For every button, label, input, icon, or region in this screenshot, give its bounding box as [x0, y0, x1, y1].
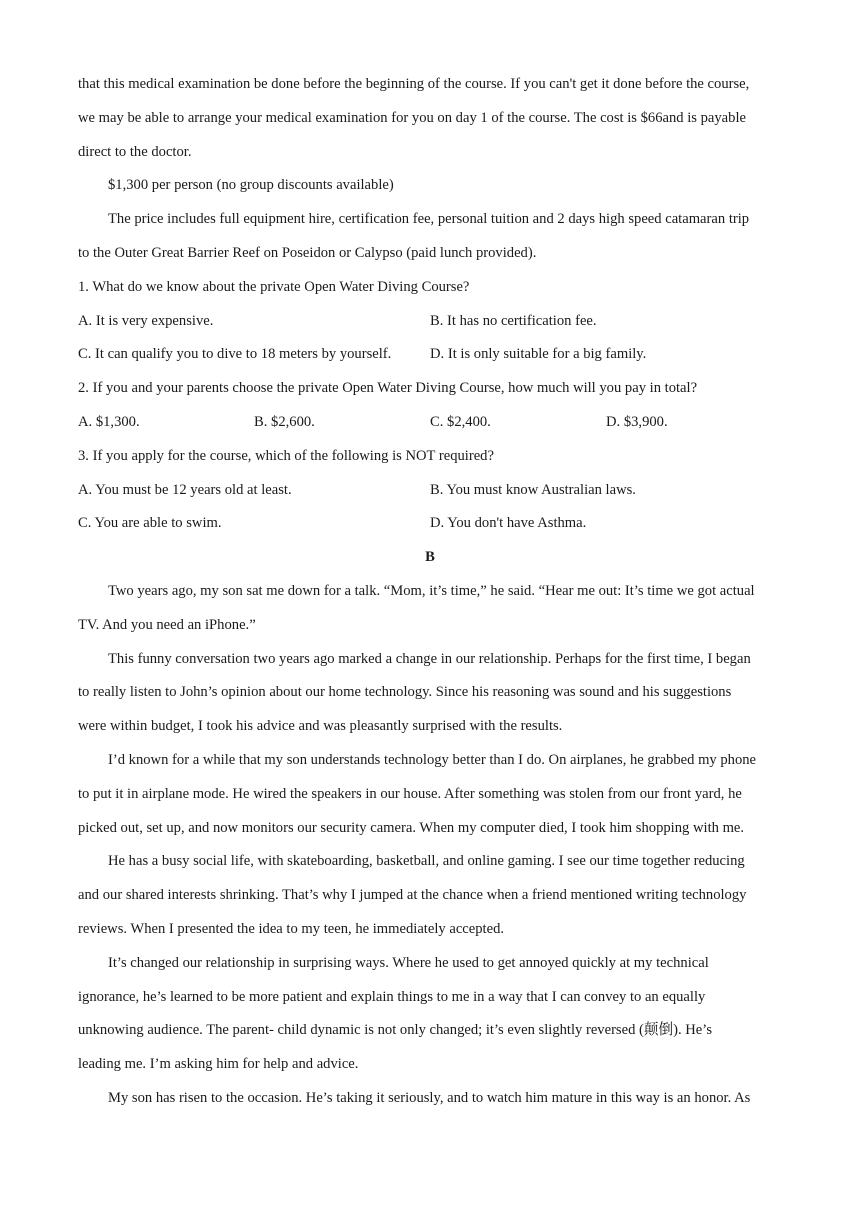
- includes-line-2: to the Outer Great Barrier Reef on Poseidon or Calypso (paid lunch provided).: [78, 245, 537, 261]
- price-line: $1,300 per person (no group discounts available): [108, 177, 394, 193]
- b-para-2-line-3: were within budget, I took his advice and was pleasantly surprised with the results.: [78, 718, 563, 734]
- question-3-option-d: D. You don't have Asthma.: [430, 515, 587, 531]
- question-1-option-d: D. It is only suitable for a big family.: [430, 346, 647, 362]
- b-para-2-line-2: to really listen to John’s opinion about our home technology. Since his reasoning was sound and his suggestions: [78, 684, 732, 700]
- b-para-3-line-1: I’d known for a while that my son understands technology better than I do. On airplanes, he grabbed my phone: [108, 752, 757, 768]
- b-para-5-line-1: It’s changed our relationship in surprising ways. Where he used to get annoyed quickly at my technical: [108, 955, 709, 971]
- b-para-5-line-2: ignorance, he’s learned to be more patient and explain things to me in a way that I can convey to an equally: [78, 989, 706, 1005]
- b-para-3-line-2: to put it in airplane mode. He wired the speakers in our house. After something was stolen from our front yard, he: [78, 786, 742, 802]
- b-para-4-line-3: reviews. When I presented the idea to my teen, he immediately accepted.: [78, 921, 505, 937]
- question-1-option-a: A. It is very expensive.: [78, 313, 214, 329]
- question-3-option-c: C. You are able to swim.: [78, 515, 222, 531]
- b-para-4-line-1: He has a busy social life, with skateboarding, basketball, and online gaming. I see our time together reducing: [108, 853, 745, 869]
- question-3-option-b: B. You must know Australian laws.: [430, 482, 636, 498]
- medical-line-1: that this medical examination be done before the beginning of the course. If you can't get it done before the course,: [78, 76, 750, 92]
- question-2-option-a: A. $1,300.: [78, 414, 140, 430]
- b-para-2-line-1: This funny conversation two years ago marked a change in our relationship. Perhaps for the first time, I began: [108, 651, 751, 667]
- question-1-option-b: B. It has no certification fee.: [430, 313, 597, 329]
- question-3-option-a: A. You must be 12 years old at least.: [78, 482, 292, 498]
- question-2-option-b: B. $2,600.: [254, 414, 315, 430]
- medical-line-2: we may be able to arrange your medical examination for you on day 1 of the course. The cost is $66and is payable: [78, 110, 746, 126]
- medical-line-3: direct to the doctor.: [78, 144, 192, 160]
- question-2-option-d: D. $3,900.: [606, 414, 668, 430]
- question-1-stem: 1. What do we know about the private Open Water Diving Course?: [78, 279, 470, 295]
- question-2-stem: 2. If you and your parents choose the private Open Water Diving Course, how much will you pay in total?: [78, 380, 698, 396]
- question-1-option-c: C. It can qualify you to dive to 18 meters by yourself.: [78, 346, 392, 362]
- b-para-6-line-1: My son has risen to the occasion. He’s taking it seriously, and to watch him mature in this way is an honor. As: [108, 1090, 751, 1106]
- b-para-3-line-3: picked out, set up, and now monitors our security camera. When my computer died, I took him shopping with me.: [78, 820, 745, 836]
- b-para-4-line-2: and our shared interests shrinking. That’s why I jumped at the chance when a friend mentioned writing technology: [78, 887, 747, 903]
- includes-line-1: The price includes full equipment hire, certification fee, personal tuition and 2 days high speed catamaran trip: [108, 211, 750, 227]
- b-para-5-line-3: unknowing audience. The parent- child dynamic is not only changed; it’s even slightly reversed (颠倒). He’s: [78, 1022, 712, 1038]
- question-2-option-c: C. $2,400.: [430, 414, 491, 430]
- b-para-5-line-4: leading me. I’m asking him for help and advice.: [78, 1056, 359, 1072]
- b-para-1-line-2: TV. And you need an iPhone.”: [78, 617, 256, 633]
- section-b-heading: B: [425, 549, 435, 565]
- question-3-stem: 3. If you apply for the course, which of the following is NOT required?: [78, 448, 494, 464]
- b-para-1-line-1: Two years ago, my son sat me down for a talk. “Mom, it’s time,” he said. “Hear me out: It’s time we got actual: [108, 583, 755, 599]
